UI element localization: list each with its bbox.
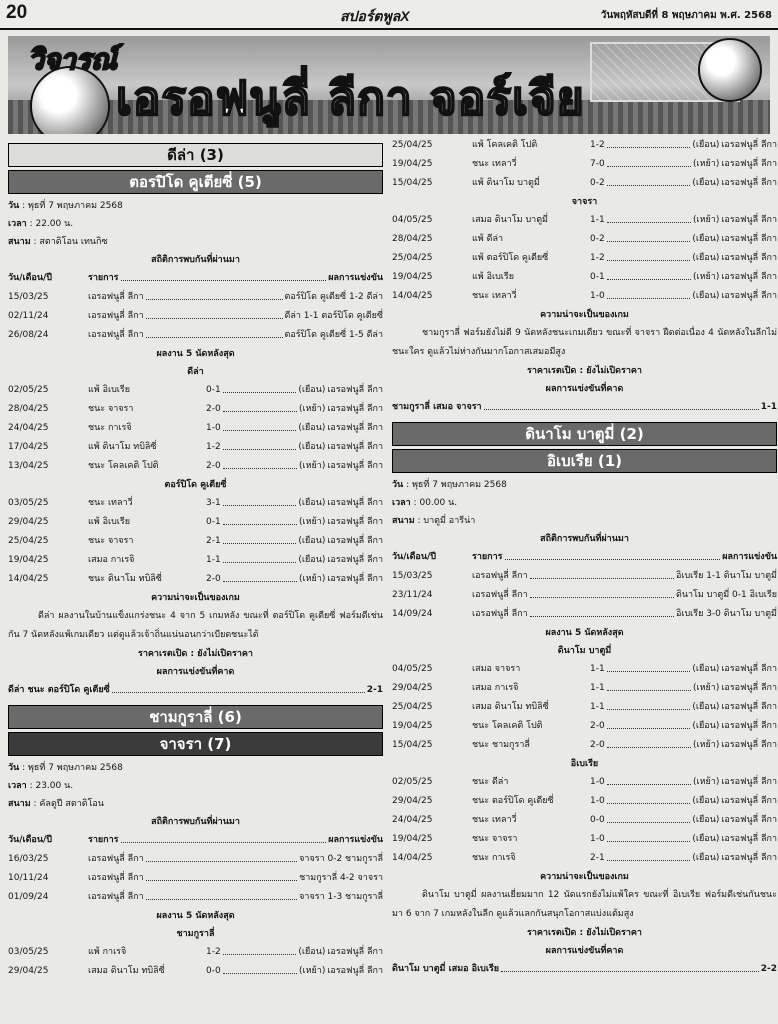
odds-text: ราคาเรตเปิด : ยังไม่เปิดราคา — [527, 366, 642, 376]
form-result: ชนะ เทลาวี่ — [472, 159, 517, 169]
form-date: 29/04/25 — [392, 796, 433, 806]
h2h-result: ชามกูราลี่ 4-2 จาจรา — [299, 873, 383, 883]
form-league: เอรอฟนูลี่ ลีกา — [327, 461, 383, 471]
form-date: 29/04/25 — [8, 517, 49, 527]
form-date: 04/05/25 — [392, 664, 433, 674]
h2h-date: 16/03/25 — [8, 854, 49, 864]
form-result: ชนะ จาจรา — [88, 536, 134, 546]
h2h-row — [392, 605, 777, 624]
form-venue: (เหย้า) — [299, 404, 326, 414]
last5-title: ผลงาน 5 นัดหลังสุด — [545, 628, 624, 638]
form-date: 14/04/25 — [392, 853, 433, 863]
form-league: เอรอฟนูลี่ ลีกา — [327, 498, 383, 508]
h2h-result: จาจรา 0-2 ชามกูราลี่ — [299, 854, 383, 864]
form-league: เอรอฟนูลี่ ลีกา — [327, 423, 383, 433]
form-venue: (เหย้า) — [693, 215, 720, 225]
form-row — [392, 792, 777, 811]
form-venue: (เยือน) — [298, 423, 326, 433]
odds-text: ราคาเรตเปิด : ยังไม่เปิดราคา — [527, 928, 642, 938]
form-row — [392, 230, 777, 249]
form-score: 1-0 — [590, 777, 605, 787]
form-result: ชนะ เทลาวี่ — [472, 815, 517, 825]
form-score: 1-0 — [590, 291, 605, 301]
form-result: ชนะ เทลาวี่ — [88, 498, 133, 508]
form-result: แพ้ กาเรจิ — [88, 947, 127, 957]
form-row — [392, 698, 777, 717]
prediction-title: ผลการแข่งขันที่คาด — [545, 384, 624, 394]
match-venue: สนาม : คัลดูปี สตาดิโอน — [8, 799, 104, 809]
form-score: 1-1 — [590, 215, 605, 225]
form-row — [392, 849, 777, 868]
h2h-competition: เอรอฟนูลี่ ลีกา — [88, 292, 144, 302]
form-league: เอรอฟนูลี่ ลีกา — [327, 947, 383, 957]
form-venue: (เยือน) — [298, 385, 326, 395]
form-row — [392, 287, 777, 306]
form-row — [8, 381, 383, 400]
analysis-title: ความน่าจะเป็นของเกม — [540, 310, 629, 320]
form-date: 14/04/25 — [392, 291, 433, 301]
form-venue: (เหย้า) — [299, 966, 326, 976]
form-date: 02/05/25 — [8, 385, 49, 395]
form-date: 17/04/25 — [8, 442, 49, 452]
form-date: 25/04/25 — [392, 140, 433, 150]
team-form-title: ดีล่า — [187, 367, 204, 377]
form-score: 7-0 — [590, 159, 605, 169]
h2h-row — [8, 326, 383, 345]
form-league: เอรอฟนูลี่ ลีกา — [327, 385, 383, 395]
form-venue: (เหย้า) — [693, 740, 720, 750]
h2h-row — [8, 288, 383, 307]
form-row — [392, 268, 777, 287]
prediction: ดินาโม บาตูมี่ เสมอ อิเบเรีย 2-2 — [392, 960, 777, 978]
form-score: 0-0 — [206, 966, 221, 976]
form-league: เอรอฟนูลี่ ลีกา — [721, 740, 777, 750]
form-result: ชนะ โคลเคติ โปติ — [88, 461, 159, 471]
form-venue: (เยือน) — [692, 253, 720, 263]
away-team-title: จาจรา (7) — [8, 732, 383, 756]
h2h-competition: เอรอฟนูลี่ ลีกา — [88, 854, 144, 864]
form-date: 28/04/25 — [392, 234, 433, 244]
form-result: ชนะ โคลเคติ โปติ — [472, 721, 543, 731]
form-league: เอรอฟนูลี่ ลีกา — [327, 404, 383, 414]
h2h-title: สถิติการพบกันที่ผ่านมา — [540, 534, 629, 544]
form-score: 1-0 — [590, 796, 605, 806]
form-score: 1-1 — [590, 664, 605, 674]
form-score: 1-1 — [590, 683, 605, 693]
form-row — [8, 419, 383, 438]
h2h-row — [8, 850, 383, 869]
form-date: 19/04/25 — [392, 721, 433, 731]
banner-title: เอรอฟนูลี่ ลีกา จอร์เจีย — [116, 71, 585, 125]
form-league: เอรอฟนูลี่ ลีกา — [721, 815, 777, 825]
form-row — [8, 513, 383, 532]
form-date: 19/04/25 — [392, 272, 433, 282]
match-time: เวลา : 00.00 น. — [392, 498, 458, 508]
form-result: เสมอ กาเรจิ — [88, 555, 135, 565]
form-date: 04/05/25 — [392, 215, 433, 225]
form-score: 1-1 — [206, 555, 221, 565]
form-venue: (เหย้า) — [693, 683, 720, 693]
form-score: 0-1 — [206, 517, 221, 527]
h2h-row — [392, 567, 777, 586]
form-venue: (เหย้า) — [299, 574, 326, 584]
form-result: ชนะ จาจรา — [88, 404, 134, 414]
page-header — [0, 0, 778, 30]
match-day: วัน : พุธที่ 7 พฤษภาคม 2568 — [392, 480, 507, 490]
form-score: 2-0 — [590, 740, 605, 750]
h2h-competition: เอรอฟนูลี่ ลีกา — [472, 590, 528, 600]
left-column — [8, 140, 383, 981]
form-score: 0-1 — [590, 272, 605, 282]
h2h-title: สถิติการพบกันที่ผ่านมา — [151, 255, 240, 265]
form-score: 2-1 — [590, 853, 605, 863]
form-date: 29/04/25 — [8, 966, 49, 976]
h2h-date: 15/03/25 — [8, 292, 49, 302]
analysis-title: ความน่าจะเป็นของเกม — [151, 593, 240, 603]
last5-title: ผลงาน 5 นัดหลังสุด — [156, 911, 235, 921]
home-team-title: ชามกูราลี่ (6) — [8, 705, 383, 729]
h2h-result: ดินาโม บาตูมี่ 0-1 อิเบเรีย — [675, 590, 777, 600]
form-score: 1-0 — [590, 834, 605, 844]
form-row — [8, 570, 383, 589]
form-row — [392, 811, 777, 830]
h2h-title: สถิติการพบกันที่ผ่านมา — [151, 817, 240, 827]
form-result: แพ้ ดินาโม ทบิลิซี่ — [88, 442, 157, 452]
form-score: 1-2 — [590, 253, 605, 263]
form-score: 0-1 — [206, 385, 221, 395]
h2h-date: 02/11/24 — [8, 311, 49, 321]
prediction-title: ผลการแข่งขันที่คาด — [156, 667, 235, 677]
form-league: เอรอฟนูลี่ ลีกา — [721, 159, 777, 169]
form-date: 25/04/25 — [392, 702, 433, 712]
form-venue: (เยือน) — [692, 664, 720, 674]
h2h-header: วัน/เดือน/ปี รายการ ผลการแข่งขัน — [8, 831, 383, 850]
h2h-competition: เอรอฟนูลี่ ลีกา — [472, 609, 528, 619]
form-result: แพ้ อิเบเรีย — [88, 385, 130, 395]
analysis-text: ดินาโม บาตูมี่ ผลงานเยี่ยมมาก 12 นัดแรกยังไม่แพ้ใคร ขณะที่ อิเบเรีย ฟอร์มดีเช่นกันชนะมา 6 จาก 7 เกมหลังในลีก ดูแล้วแลกกันสนุกโอกาสแบ่งแต้มสูง — [392, 890, 777, 919]
football-icon — [698, 38, 762, 102]
form-date: 24/04/25 — [392, 815, 433, 825]
form-score: 1-0 — [206, 423, 221, 433]
match-day: วัน : พุธที่ 7 พฤษภาคม 2568 — [8, 763, 123, 773]
form-score: 2-0 — [206, 574, 221, 584]
form-score: 2-0 — [206, 404, 221, 414]
form-league: เอรอฟนูลี่ ลีกา — [721, 702, 777, 712]
form-venue: (เยือน) — [692, 291, 720, 301]
h2h-competition: เอรอฟนูลี่ ลีกา — [88, 330, 144, 340]
h2h-result: ดีล่า 1-1 ตอร์ปิโด คูเตียซี่ — [284, 311, 383, 321]
form-score: 2-0 — [590, 721, 605, 731]
right-column — [392, 136, 777, 978]
form-score: 2-1 — [206, 536, 221, 546]
form-row — [8, 438, 383, 457]
form-league: เอรอฟนูลี่ ลีกา — [721, 796, 777, 806]
form-row — [8, 532, 383, 551]
form-score: 1-2 — [206, 442, 221, 452]
team-form-title: อิเบเรีย — [570, 759, 599, 769]
form-date: 24/04/25 — [8, 423, 49, 433]
form-row — [392, 736, 777, 755]
h2h-competition: เอรอฟนูลี่ ลีกา — [88, 892, 144, 902]
form-row — [392, 211, 777, 230]
h2h-competition: เอรอฟนูลี่ ลีกา — [472, 571, 528, 581]
form-league: เอรอฟนูลี่ ลีกา — [721, 253, 777, 263]
form-score: 0-2 — [590, 234, 605, 244]
form-league: เอรอฟนูลี่ ลีกา — [721, 140, 777, 150]
form-date: 13/04/25 — [8, 461, 49, 471]
last5-title: ผลงาน 5 นัดหลังสุด — [156, 349, 235, 359]
form-date: 29/04/25 — [392, 683, 433, 693]
form-date: 02/05/25 — [392, 777, 433, 787]
form-result: ชนะ กาเรจิ — [472, 853, 516, 863]
form-row — [8, 551, 383, 570]
form-league: เอรอฟนูลี่ ลีกา — [721, 683, 777, 693]
h2h-competition: เอรอฟนูลี่ ลีกา — [88, 311, 144, 321]
h2h-row — [8, 307, 383, 326]
away-team-title: ตอรปิโด คูเตียซี่ (5) — [8, 170, 383, 194]
match-day: วัน : พุธที่ 7 พฤษภาคม 2568 — [8, 201, 123, 211]
match-venue: สนาม : สตาดิโอน เทนกิซ — [8, 237, 108, 247]
page-number: 20 — [6, 2, 28, 23]
banner-kicker: วิจารณ์ — [28, 43, 117, 76]
analysis-text: ดีล่า ผลงานในบ้านแข็งแกร่งชนะ 4 จาก 5 เกมหลัง ขณะที่ ตอร์ปิโด คูเตียซี่ ฟอร์มดีเช่นกัน 7 นัดหลังแพ้เกมเดียว แต่ดูแล้วเจ้าถิ่นแน่นอนกว่าเบียดชนะได้ — [8, 611, 383, 640]
h2h-header: วัน/เดือน/ปี รายการ ผลการแข่งขัน — [392, 548, 777, 567]
form-row — [392, 155, 777, 174]
form-league: เอรอฟนูลี่ ลีกา — [327, 442, 383, 452]
form-row — [392, 830, 777, 849]
form-result: ชนะ กาเรจิ — [88, 423, 132, 433]
issue-date: วันพฤหัสบดีที่ 8 พฤษภาคม พ.ศ. 2568 — [600, 10, 772, 21]
title-banner — [8, 36, 770, 134]
form-row — [392, 773, 777, 792]
form-row — [392, 136, 777, 155]
h2h-result: ตอร์ปิโด คูเตียซี่ 1-2 ดีล่า — [284, 292, 383, 302]
form-row — [392, 174, 777, 193]
form-league: เอรอฟนูลี่ ลีกา — [721, 215, 777, 225]
form-date: 19/04/25 — [392, 159, 433, 169]
h2h-header: วัน/เดือน/ปี รายการ ผลการแข่งขัน — [8, 269, 383, 288]
form-score: 1-1 — [590, 702, 605, 712]
form-venue: (เยือน) — [692, 721, 720, 731]
form-result: ชนะ ดินาโม ทบิลิซี่ — [88, 574, 162, 584]
form-league: เอรอฟนูลี่ ลีกา — [721, 664, 777, 674]
form-score: 0-0 — [590, 815, 605, 825]
form-venue: (เยือน) — [692, 702, 720, 712]
form-venue: (เยือน) — [298, 536, 326, 546]
form-result: แพ้ ตอร์ปิโด คูเตียซี่ — [472, 253, 549, 263]
match-time: เวลา : 23.00 น. — [8, 781, 74, 791]
form-result: แพ้ ดีล่า — [472, 234, 504, 244]
form-date: 25/04/25 — [8, 536, 49, 546]
form-venue: (เยือน) — [298, 947, 326, 957]
h2h-row — [8, 888, 383, 907]
h2h-result: จาจรา 1-3 ชามกูราลี่ — [299, 892, 383, 902]
form-row — [8, 400, 383, 419]
form-score: 1-2 — [206, 947, 221, 957]
team-form-title: ตอร์ปิโด คูเตียซี่ — [164, 480, 227, 490]
h2h-date: 01/09/24 — [8, 892, 49, 902]
form-row — [8, 457, 383, 476]
form-venue: (เยือน) — [692, 178, 720, 188]
match-time: เวลา : 22.00 น. — [8, 219, 74, 229]
match-venue: สนาม : บาตูมี่ อารีน่า — [392, 516, 476, 526]
form-league: เอรอฟนูลี่ ลีกา — [721, 178, 777, 188]
form-score: 1-2 — [590, 140, 605, 150]
form-result: แพ้ อิเบเรีย — [472, 272, 514, 282]
form-league: เอรอฟนูลี่ ลีกา — [721, 291, 777, 301]
form-result: เสมอ จาจรา — [472, 664, 521, 674]
form-result: เสมอ ดินาโม บาตูมี่ — [472, 215, 548, 225]
form-league: เอรอฟนูลี่ ลีกา — [721, 234, 777, 244]
prediction: ดีล่า ชนะ ตอร์ปิโด คูเตียซี่ 2-1 — [8, 681, 383, 699]
brand-logo: สปอร์ตพูลX — [340, 8, 410, 24]
form-row — [392, 679, 777, 698]
h2h-result: อิเบเรีย 1-1 ดินาโม บาตูมี่ — [675, 571, 777, 581]
form-venue: (เหย้า) — [299, 461, 326, 471]
form-venue: (เยือน) — [692, 234, 720, 244]
form-date: 19/04/25 — [392, 834, 433, 844]
form-league: เอรอฟนูลี่ ลีกา — [721, 777, 777, 787]
prediction-title: ผลการแข่งขันที่คาด — [545, 946, 624, 956]
team-form-title: ดินาโม บาตูมี่ — [557, 646, 612, 656]
form-venue: (เหย้า) — [693, 272, 720, 282]
team-form-title: ชามกูราลี่ — [176, 929, 215, 939]
h2h-date: 26/08/24 — [8, 330, 49, 340]
h2h-date: 14/09/24 — [392, 609, 433, 619]
h2h-row — [8, 869, 383, 888]
form-venue: (เยือน) — [298, 498, 326, 508]
h2h-date: 23/11/24 — [392, 590, 433, 600]
h2h-result: ตอร์ปิโด คูเตียซี่ 1-5 ดีล่า — [284, 330, 383, 340]
form-result: เสมอ ดินาโม ทบิลิซี่ — [472, 702, 549, 712]
form-league: เอรอฟนูลี่ ลีกา — [327, 517, 383, 527]
form-venue: (เยือน) — [692, 834, 720, 844]
form-league: เอรอฟนูลี่ ลีกา — [327, 966, 383, 976]
form-venue: (เยือน) — [298, 442, 326, 452]
home-team-title: ดีล่า (3) — [8, 143, 383, 167]
form-venue: (เหย้า) — [299, 517, 326, 527]
form-league: เอรอฟนูลี่ ลีกา — [721, 834, 777, 844]
form-result: ชนะ ดีล่า — [472, 777, 509, 787]
form-league: เอรอฟนูลี่ ลีกา — [327, 574, 383, 584]
form-date: 15/04/25 — [392, 740, 433, 750]
form-venue: (เยือน) — [298, 555, 326, 565]
away-team-title: อิเบเรีย (1) — [392, 449, 777, 473]
form-date: 14/04/25 — [8, 574, 49, 584]
odds-text: ราคาเรตเปิด : ยังไม่เปิดราคา — [138, 649, 253, 659]
form-venue: (เยือน) — [692, 853, 720, 863]
analysis-title: ความน่าจะเป็นของเกม — [540, 872, 629, 882]
form-score: 0-2 — [590, 178, 605, 188]
form-result: เสมอ กาเรจิ — [472, 683, 519, 693]
form-venue: (เยือน) — [692, 140, 720, 150]
form-league: เอรอฟนูลี่ ลีกา — [327, 555, 383, 565]
form-result: เสมอ ดินาโม ทบิลิซี่ — [88, 966, 165, 976]
prediction: ชามกูราลี่ เสมอ จาจรา 1-1 — [392, 398, 777, 416]
analysis-text: ชามกูราลี่ ฟอร์มยังไม่ดี 9 นัดหลังชนะเกมเดียว ขณะที่ จาจรา ฝืดต่อเนื่อง 4 นัดหลังในลีกไม่ชนะใคร ดูแล้วไม่ห่างกันมากโอกาสเสมอมีสูง — [392, 328, 777, 357]
form-row — [392, 660, 777, 679]
form-date: 03/05/25 — [8, 947, 49, 957]
h2h-date: 15/03/25 — [392, 571, 433, 581]
form-venue: (เยือน) — [692, 815, 720, 825]
form-league: เอรอฟนูลี่ ลีกา — [721, 721, 777, 731]
form-result: ชนะ ชามกูราลี่ — [472, 740, 530, 750]
form-result: แพ้ โคลเคติ โปติ — [472, 140, 538, 150]
home-team-title: ดินาโม บาตูมี่ (2) — [392, 422, 777, 446]
team-form-title: จาจรา — [571, 197, 598, 207]
form-date: 15/04/25 — [392, 178, 433, 188]
form-score: 3-1 — [206, 498, 221, 508]
form-venue: (เหย้า) — [693, 777, 720, 787]
form-row — [392, 717, 777, 736]
form-result: ชนะ เทลาวี่ — [472, 291, 517, 301]
form-date: 25/04/25 — [392, 253, 433, 263]
form-score: 2-0 — [206, 461, 221, 471]
form-result: แพ้ อิเบเรีย — [88, 517, 130, 527]
form-result: ชนะ จาจรา — [472, 834, 518, 844]
form-row — [8, 943, 383, 962]
form-date: 03/05/25 — [8, 498, 49, 508]
form-venue: (เหย้า) — [693, 159, 720, 169]
form-result: แพ้ ดินาโม บาตูมี่ — [472, 178, 540, 188]
form-row — [8, 962, 383, 981]
form-row — [8, 494, 383, 513]
form-date: 28/04/25 — [8, 404, 49, 414]
form-league: เอรอฟนูลี่ ลีกา — [721, 853, 777, 863]
h2h-competition: เอรอฟนูลี่ ลีกา — [88, 873, 144, 883]
form-result: ชนะ ตอร์ปิโด คูเตียซี่ — [472, 796, 554, 806]
form-date: 19/04/25 — [8, 555, 49, 565]
form-league: เอรอฟนูลี่ ลีกา — [327, 536, 383, 546]
form-row — [392, 249, 777, 268]
form-league: เอรอฟนูลี่ ลีกา — [721, 272, 777, 282]
form-venue: (เยือน) — [692, 796, 720, 806]
h2h-date: 10/11/24 — [8, 873, 49, 883]
h2h-result: อิเบเรีย 3-0 ดินาโม บาตูมี่ — [675, 609, 777, 619]
h2h-row — [392, 586, 777, 605]
